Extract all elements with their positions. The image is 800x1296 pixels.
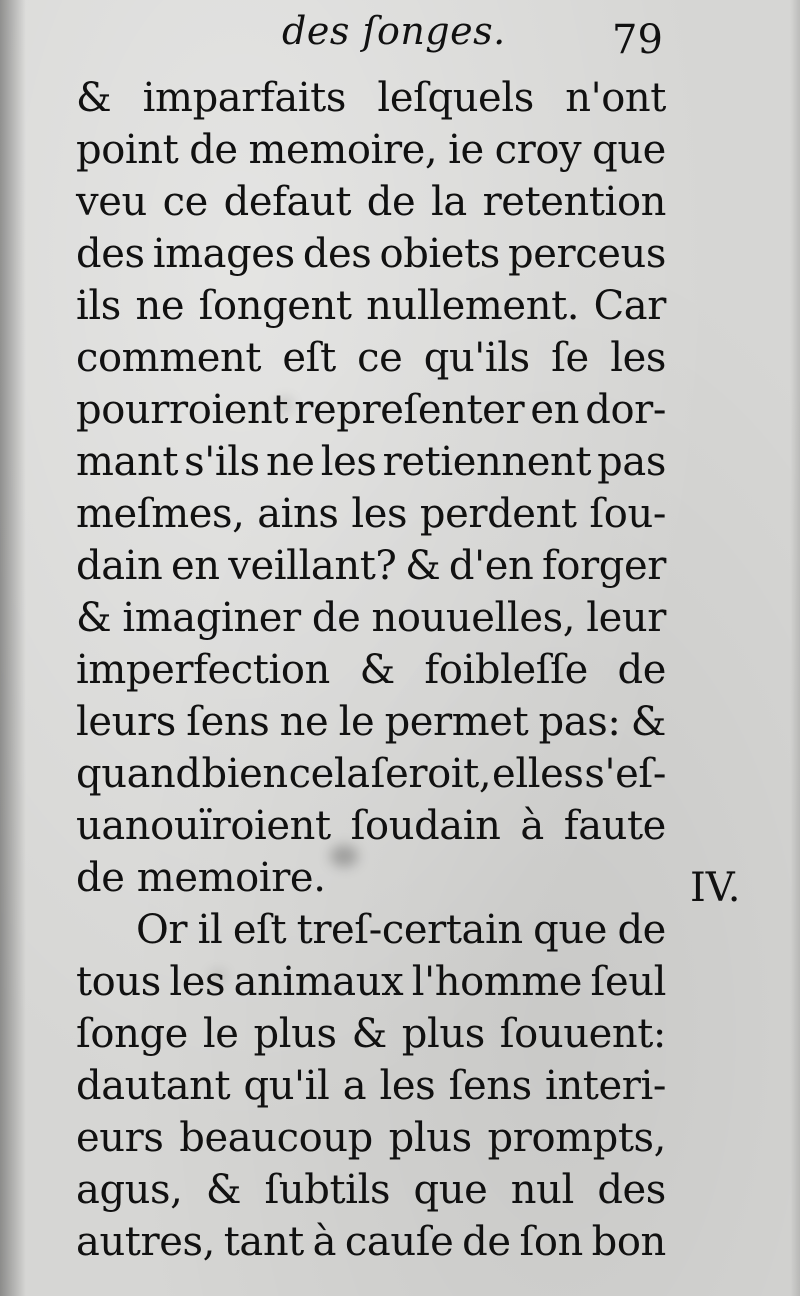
page-number: 79 — [612, 17, 663, 63]
text-line: & imparfaits leſquels n'ont — [76, 75, 666, 121]
text-line: imperfection & foibleſſe de — [76, 647, 666, 693]
text-line: & imaginer de nouuelles, leur — [76, 595, 666, 641]
text-line: uanouïroient ſoudain à faute — [76, 803, 666, 849]
text-line: des images des obiets perceus — [76, 231, 666, 277]
text-line: mant s'ils ne les retiennent pas — [76, 439, 666, 485]
running-head: des ſonges. — [282, 9, 506, 53]
text-line: de memoire. — [76, 855, 326, 901]
text-line: point de memoire, ie croy que — [76, 127, 666, 173]
text-line: dautant qu'il a les ſens interi- — [76, 1063, 666, 1109]
text-line: ils ne ſongent nullement. Car — [76, 283, 666, 329]
text-line: Or il eſt treſ-certain que de — [136, 907, 666, 953]
text-line: leurs ſens ne le permet pas: & — [76, 699, 666, 745]
text-line: comment eſt ce qu'ils ſe les — [76, 335, 666, 381]
text-line: meſmes, ains les perdent ſou- — [76, 491, 666, 537]
text-line: pourroient repreſenter en dor- — [76, 387, 666, 433]
body-text — [76, 72, 666, 1268]
text-line: veu ce defaut de la retention — [76, 179, 666, 225]
text-line: dain en veillant? & d'en forger — [76, 543, 666, 589]
gutter-shadow — [0, 0, 26, 1296]
text-line: autres, tant à cauſe de ſon bon — [76, 1219, 666, 1265]
text-line: tous les animaux l'homme ſeul — [76, 959, 666, 1005]
text-line: ſonge le plus & plus ſouuent: — [76, 1011, 666, 1057]
text-line: quand bien cela ſeroit, elles s'eſ- — [76, 751, 666, 797]
text-line: agus, & ſubtils que nul des — [76, 1167, 666, 1213]
marginal-section-number: IV. — [690, 865, 741, 911]
page-edge — [790, 0, 800, 1296]
text-line: eurs beaucoup plus prompts, — [76, 1115, 666, 1161]
